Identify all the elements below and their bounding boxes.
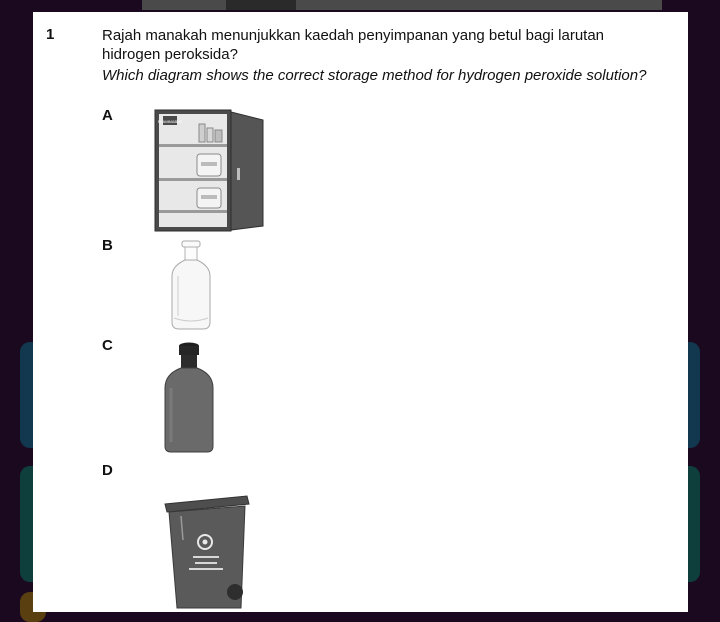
biohazard-bin-icon[interactable] (161, 490, 253, 610)
question-text-malay: Rajah manakah menunjukkan kaedah penyimpanan yang betul bagi larutan hidrogen peroksida? (102, 27, 605, 63)
option-b-label[interactable]: B (102, 237, 113, 254)
clear-glass-bottle-icon[interactable] (166, 240, 216, 332)
background-thumbnail (226, 0, 296, 10)
question-text-english: Which diagram shows the correct storage method for hydrogen peroxide solution? (102, 67, 647, 84)
option-d-label[interactable]: D (102, 462, 113, 479)
background-toolbar (142, 0, 662, 10)
option-a-label[interactable]: A (102, 107, 113, 124)
question-number: 1 (46, 26, 55, 43)
option-c-label[interactable]: C (102, 337, 113, 354)
question-page (33, 12, 688, 612)
flammable-cabinet-icon[interactable] (153, 108, 268, 234)
cabinet-sign-text: FLAMMABLE (157, 119, 183, 124)
dark-brown-bottle-icon[interactable] (161, 342, 219, 454)
